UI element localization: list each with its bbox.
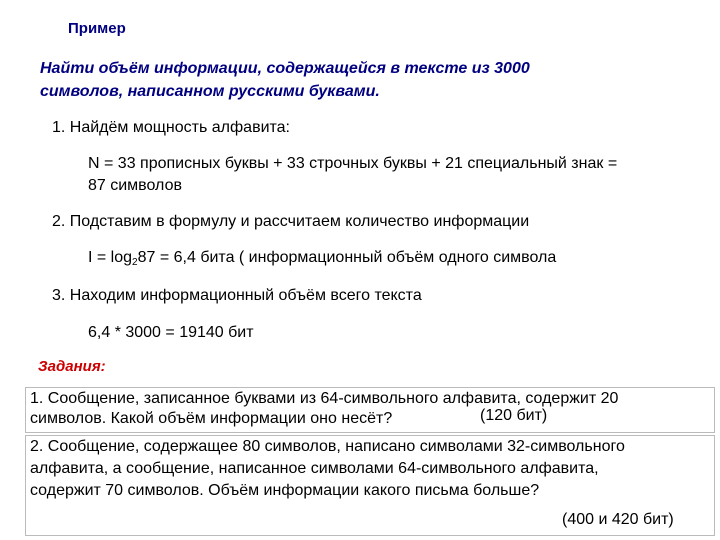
formula-log-base: 2 xyxy=(132,257,138,268)
step-3-result: 6,4 * 3000 = 19140 бит xyxy=(88,324,254,341)
exercise-1-answer: (120 бит) xyxy=(480,407,548,424)
step-3-heading: 3. Находим информационный объём всего текста xyxy=(52,287,422,304)
exercise-2-line-3: содержит 70 символов. Объём информации какого письма больше? xyxy=(30,482,540,499)
exercise-2-line-2: алфавита, а сообщение, написанное символами 64-символьного алфавита, xyxy=(30,460,599,477)
exercise-2-line-1: 2. Сообщение, содержащее 80 символов, написано символами 32-символьного xyxy=(30,438,625,455)
formula-suffix: 87 = 6,4 бита ( информационный объём одного символа xyxy=(137,249,557,266)
exercise-2-answer: (400 и 420 бит) xyxy=(562,511,674,528)
exercise-1-line-1: 1. Сообщение, записанное буквами из 64-символьного алфавита, содержит 20 xyxy=(30,390,619,407)
exercise-1-line-2: символов. Какой объём информации оно несёт? xyxy=(30,410,393,427)
task-statement-line-2: символов, написанном русскими буквами. xyxy=(40,83,380,100)
step-1-formula-line-2: 87 символов xyxy=(88,177,182,194)
step-1-heading: 1. Найдём мощность алфавита: xyxy=(52,119,290,136)
exercise-1-box xyxy=(25,387,715,433)
formula-prefix: I = log xyxy=(88,249,133,266)
step-1-formula-line-1: N = 33 прописных буквы + 33 строчных буквы + 21 специальный знак = xyxy=(88,155,618,172)
slide-title: Пример xyxy=(68,20,126,37)
step-2-heading: 2. Подставим в формулу и рассчитаем количество информации xyxy=(52,213,530,230)
exercise-2-box xyxy=(25,435,715,536)
task-statement-line-1: Найти объём информации, содержащейся в тексте из 3000 xyxy=(40,60,530,77)
tasks-title: Задания: xyxy=(38,358,106,375)
step-2-formula xyxy=(88,249,556,267)
